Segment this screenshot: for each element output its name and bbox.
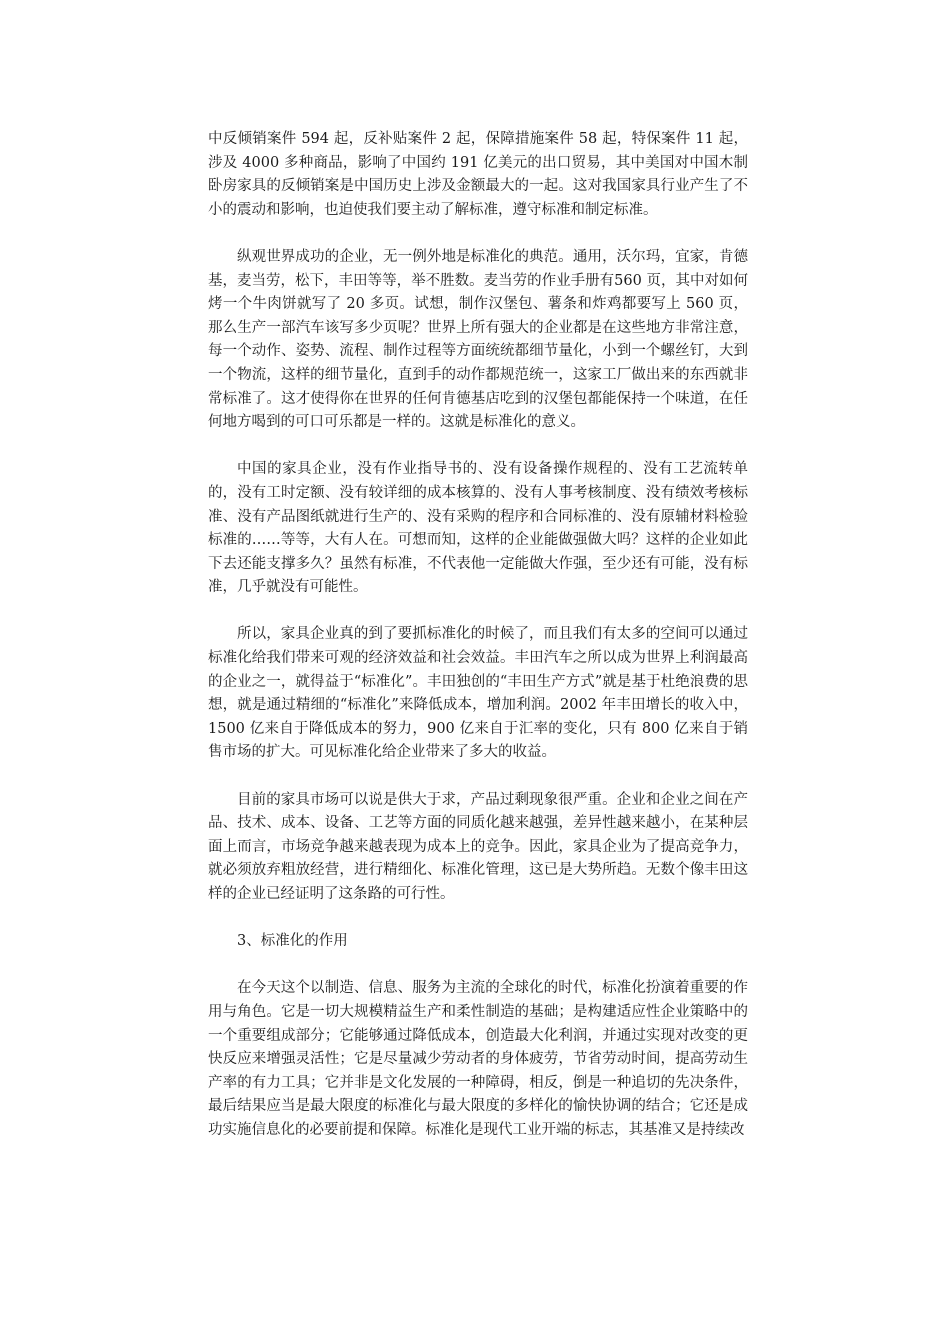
section-heading: 3、标准化的作用 [237,933,348,950]
paragraph-role-of-standardization: 在今天这个以制造、信息、服务为主流的全球化的时代，标准化扮演着重要的作用与角色。它是一切大规模精益生产和柔性制造的基础；是构建适应性企业策略中的一个重要组成部分；它能够通过降低成本，创造最大化利润，并通过实现对改变的更快反应来增强灵活性；它是尽量减少劳动者的身体疲劳，节省劳动时间，提高劳动生产率的有力工具；它并非是文化发展的一种障碍，相反，倒是一种追切的先决条件，最后结果应当是最大限度的标准化与最大限度的多样化的愉快协调的结合；它还是成功实施信息化的必要前提和保障。标准化是现代工业开端的标志，其基准又是持续改 [208,980,748,1138]
paragraph-antidumping: 中反倾销案件 594 起，反补贴案件 2 起，保障措施案件 58 起，特保案件 11 起，涉及 4000 多种商品，影响了中国约 191 亿美元的出口贸易，其中美国对中国木制卧房家具的反倾销案是中国历史上涉及金额最大的一起。这对我国家具行业产生了不小的震动和影响，也迫使我们要主动了解标准，遵守标准和制定标准。 [208,131,748,218]
paragraph-chinese-furniture-enterprises: 中国的家具企业，没有作业指导书的、没有设备操作规程的、没有工艺流转单的，没有工时定额、没有较详细的成本核算的、没有人事考核制度、没有绩效考核标准、没有产品图纸就进行生产的、没有采购的程序和合同标准的、没有原辅材料检验标准的……等等，大有人在。可想而知，这样的企业能做强做大吗？这样的企业如此下去还能支撑多久？虽然有标准，不代表他一定能做大作强，至少还有可能，没有标准，几乎就没有可能性。 [208,461,748,596]
document-body [208,128,748,1166]
paragraph-furniture-market: 目前的家具市场可以说是供大于求，产品过剩现象很严重。企业和企业之间在产品、技术、成本、设备、工艺等方面的同质化越来越强，差异性越来越小，在某种层面上而言，市场竞争越来越表现为成本上的竞争。因此，家具企业为了提高竞争力，就必须放弃粗放经营，进行精细化、标准化管理，这已是大势所趋。无数个像丰田这样的企业已经证明了这条路的可行性。 [208,791,748,902]
paragraph-toyota-standardization: 所以，家具企业真的到了要抓标准化的时候了，而且我们有太多的空间可以通过标准化给我们带来可观的经济效益和社会效益。丰田汽车之所以成为世界上利润最高的企业之一，就得益于“标准化”。丰田独创的“丰田生产方式”就是基于杜绝浪费的思想，就是通过精细的“标准化”来降低成本，增加利润。2002 年丰田增长的收入中，1500 亿来自于降低成本的努力，900 亿来自于汇率的变化，只有 800 亿来自于销售市场的扩大。可见标准化给企业带来了多大的收益。 [208,626,748,761]
paragraph-successful-enterprises: 纵观世界成功的企业，无一例外地是标准化的典范。通用，沃尔玛，宜家，肯德基，麦当劳，松下，丰田等等，举不胜数。麦当劳的作业手册有560 页，其中对如何烤一个牛肉饼就写了 20 多页。试想，制作汉堡包、薯条和炸鸡都要写上 560 页，那么生产一部汽车该写多少页呢？世界上所有强大的企业都是在这些地方非常注意，每一个动作、姿势、流程、制作过程等方面统统都细节量化，小到一个螺丝钉，大到一个物流，这样的细节量化，直到手的动作都规范统一，这家工厂做出来的东西就非常标准了。这才使得你在世界的任何肯德基店吃到的汉堡包都能保持一个味道，在任何地方喝到的可口可乐都是一样的。这就是标准化的意义。 [208,248,748,431]
